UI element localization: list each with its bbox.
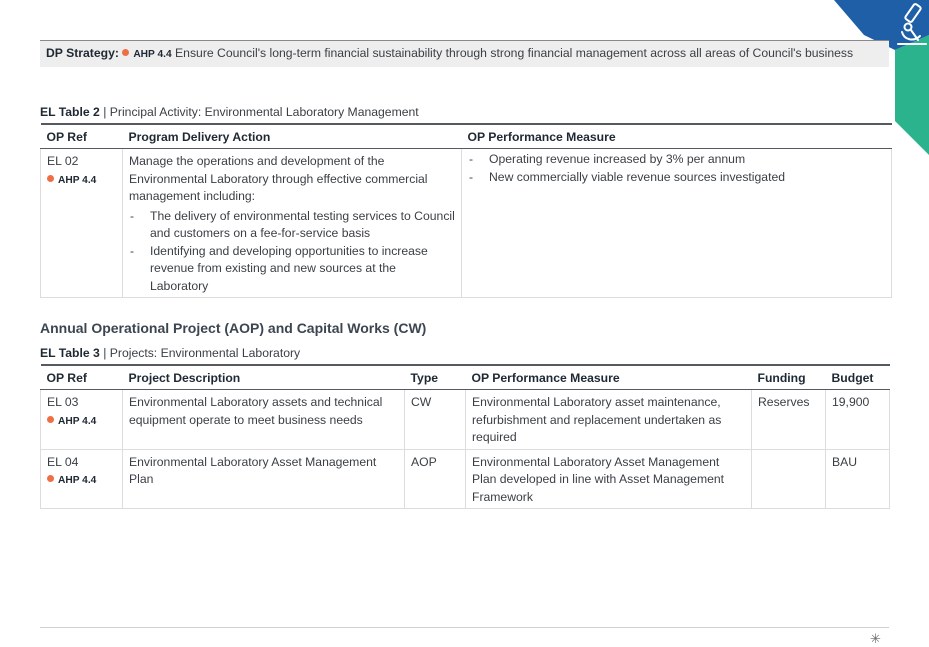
ahp-dot-icon	[47, 175, 54, 182]
strategy-label: DP Strategy:	[46, 46, 119, 60]
op-ref-cell	[41, 149, 123, 298]
action-intro: Manage the operations and development of the Environmental Laboratory through effective commercial management including:	[129, 154, 428, 203]
table3-header-type: Type	[405, 365, 466, 390]
op-ref-cell	[41, 449, 123, 509]
project-type: CW	[405, 390, 466, 450]
project-funding	[752, 449, 826, 509]
table3-header-row	[41, 365, 890, 390]
project-budget: 19,900	[826, 390, 890, 450]
op-ref: EL 04	[47, 454, 79, 469]
footer-rule	[40, 627, 889, 628]
table-row	[41, 149, 892, 298]
table2-header-action: Program Delivery Action	[123, 124, 462, 149]
project-measure: Environmental Laboratory Asset Management Plan developed in line with Asset Management Framework	[466, 449, 752, 509]
project-funding: Reserves	[752, 390, 826, 450]
ahp-tag: AHP 4.4	[58, 415, 97, 427]
measure-item: - New commercially viable revenue sources investigated	[468, 169, 885, 187]
project-measure: Environmental Laboratory asset maintenance, refurbishment and replacement undertaken as required	[466, 390, 752, 450]
table3-header-description: Project Description	[123, 365, 405, 390]
strategy-ahp-tag: AHP 4.4	[133, 49, 172, 60]
dp-strategy-banner	[40, 40, 889, 67]
table3	[40, 364, 890, 509]
table2-header-row	[41, 124, 892, 149]
measure-list	[468, 151, 885, 186]
table3-header-measure: OP Performance Measure	[466, 365, 752, 390]
table3-caption-bold: EL Table 3	[40, 346, 100, 360]
op-ref-cell	[41, 390, 123, 450]
measure-cell	[462, 149, 892, 298]
op-ref: EL 02	[47, 154, 79, 168]
table2-caption-rest: | Principal Activity: Environmental Laboratory Management	[99, 105, 419, 119]
project-budget: BAU	[826, 449, 890, 509]
table3-header-funding: Funding	[752, 365, 826, 390]
section-title: Annual Operational Project (AOP) and Capital Works (CW)	[40, 320, 427, 336]
ahp-tag: AHP 4.4	[58, 174, 97, 186]
ahp-tag: AHP 4.4	[58, 475, 97, 486]
table2-caption-bold: EL Table 2	[40, 105, 100, 119]
table3-caption-rest: | Projects: Environmental Laboratory	[99, 346, 301, 360]
table-row	[41, 390, 890, 450]
ahp-dot-icon	[122, 49, 129, 56]
sparkle-icon: ✳	[870, 631, 881, 646]
project-description: Environmental Laboratory Asset Management Plan	[123, 449, 405, 509]
strategy-text: Ensure Council's long-term financial sustainability through strong financial management across all areas of Council's business	[175, 46, 854, 60]
ahp-dot-icon	[47, 475, 54, 482]
project-type: AOP	[405, 449, 466, 509]
table2-header-opref: OP Ref	[41, 124, 123, 149]
ahp-dot-icon	[47, 416, 54, 423]
table2-caption	[40, 105, 419, 119]
table2	[40, 123, 892, 298]
action-item: - The delivery of environmental testing services to Council and customers on a fee-for-service basis	[129, 208, 455, 243]
action-cell	[123, 149, 462, 298]
table-row	[41, 449, 890, 509]
action-item: - Identifying and developing opportunities to increase revenue from existing and new sources at the Laboratory	[129, 243, 455, 296]
measure-item: - Operating revenue increased by 3% per annum	[468, 151, 885, 169]
table3-caption	[40, 346, 300, 360]
table3-header-opref: OP Ref	[41, 365, 123, 390]
action-list	[129, 208, 455, 296]
project-description: Environmental Laboratory assets and technical equipment operate to meet business needs	[123, 390, 405, 450]
table3-header-budget: Budget	[826, 365, 890, 390]
op-ref: EL 03	[47, 395, 79, 409]
table2-header-measure: OP Performance Measure	[462, 124, 892, 149]
